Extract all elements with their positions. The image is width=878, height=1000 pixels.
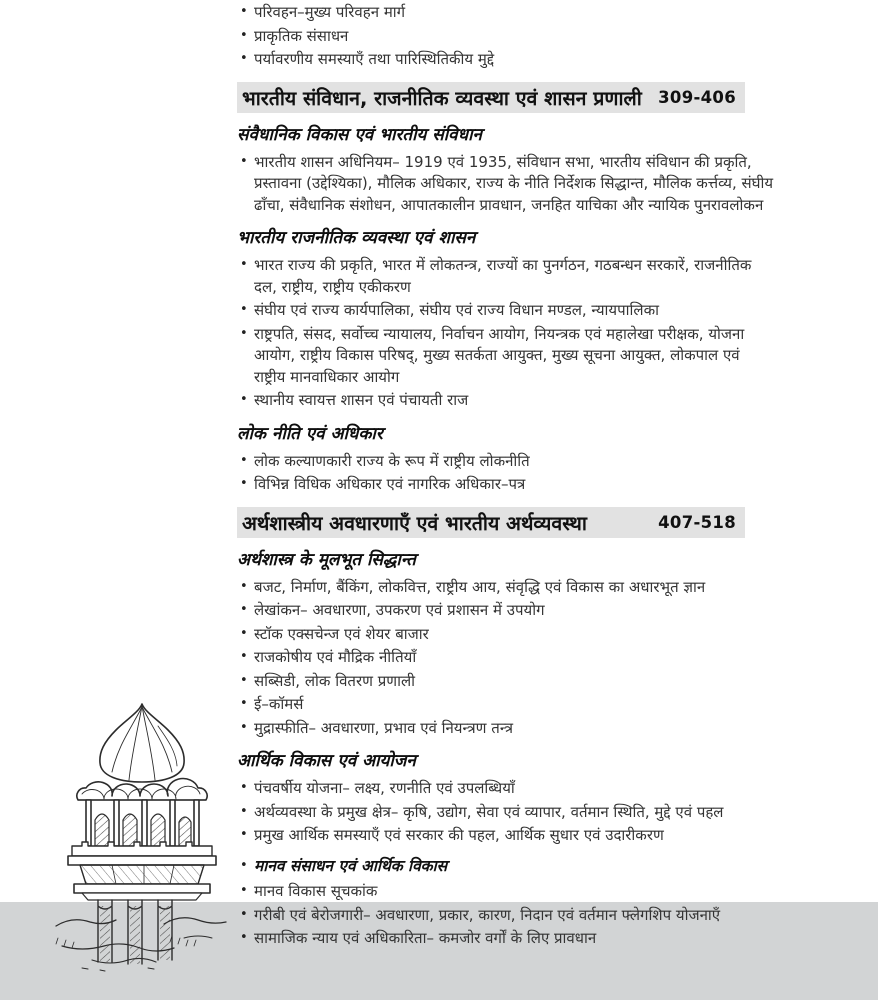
section-title: अर्थशास्त्रीय अवधारणाएँ एवं भारतीय अर्थव्यवस्था (242, 511, 587, 535)
toc-bullet-item (237, 647, 775, 669)
subsection-bullet-list (237, 152, 775, 217)
bullet-dot-icon: • (240, 302, 248, 317)
bullet-dot-icon: • (240, 578, 248, 594)
toc-bullet-text: राष्ट्रपति, संसद, सर्वोच्च न्यायालय, निर्वाचन आयोग, नियन्त्रक एवं महालेखा परीक्षक, योजना आयोग, राष्ट्रीय विकास परिषद्, मुख्य सतर्कता आयुक्त, मुख्य सूचना आयुक्त, लोकपाल एवं राष्ट्रीय मानवाधिकार आयोग (254, 324, 745, 386)
section-title: भारतीय संविधान, राजनीतिक व्यवस्था एवं शासन प्रणाली (242, 86, 642, 110)
section-page-range: 309-406 (658, 87, 736, 107)
toc-bullet-text: बजट, निर्माण, बैंकिंग, लोकवित्त, राष्ट्रीय आय, संवृद्धि एवं विकास का अधारभूत ज्ञान (254, 577, 706, 596)
bullet-dot-icon: • (240, 649, 248, 664)
subsection-bulleted-heading (237, 856, 775, 878)
bullet-dot-icon: • (240, 51, 248, 66)
bullet-dot-icon: • (240, 857, 248, 873)
toc-bullet-item (237, 390, 775, 412)
toc-bullet-text: गरीबी एवं बेरोजगारी– अवधारणा, प्रकार, कारण, निदान एवं वर्तमान फ्लेगशिप योजनाएँ (254, 905, 721, 924)
toc-bullet-item (237, 671, 775, 693)
bullet-dot-icon: • (240, 883, 248, 898)
toc-bullet-item (237, 474, 775, 496)
toc-bullet-item (237, 694, 775, 716)
bullet-dot-icon: • (240, 602, 248, 617)
bullet-dot-icon: • (240, 930, 248, 945)
toc-bullet-item (237, 802, 775, 824)
toc-bullet-item (237, 49, 775, 71)
subsection-heading: लोक नीति एवं अधिकार (237, 423, 383, 444)
bullet-dot-icon: • (240, 719, 248, 735)
top-bullet-list (237, 2, 775, 71)
toc-bullet-text: प्रमुख आर्थिक समस्याएँ एवं सरकार की पहल, आर्थिक सुधार एवं उदारीकरण (254, 826, 664, 844)
toc-bullet-item (237, 152, 775, 217)
toc-bullet-text: अर्थव्यवस्था के प्रमुख क्षेत्र– कृषि, उद्योग, सेवा एवं व्यापार, वर्तमान स्थिति, मुद्दे एवं पहल (254, 802, 724, 821)
bullet-dot-icon: • (240, 476, 248, 491)
toc-bullet-text: सामाजिक न्याय एवं अधिकारिता– कमजोर वर्गों के लिए प्रावधान (254, 929, 597, 947)
toc-bullet-item (237, 928, 775, 950)
toc-bullet-text: संघीय एवं राज्य कार्यपालिका, संघीय एवं राज्य विधान मण्डल, न्यायपालिका (254, 301, 659, 319)
tower-sketch-illustration (52, 700, 232, 972)
toc-bullet-item (237, 624, 775, 646)
toc-bullet-text: पर्यावरणीय समस्याएँ तथा पारिस्थितिकीय मुद्दे (254, 50, 495, 68)
toc-bullet-item (237, 451, 775, 473)
bullet-dot-icon: • (240, 27, 248, 43)
toc-bullet-text: मानव विकास सूचकांक (254, 882, 378, 900)
toc-bullet-item (237, 718, 775, 740)
bullet-dot-icon: • (240, 392, 248, 407)
bullet-dot-icon: • (240, 325, 248, 341)
toc-bullet-text: प्राकृतिक संसाधन (254, 26, 349, 45)
toc-bullet-item (237, 255, 775, 298)
toc-bullet-item (237, 778, 775, 800)
toc-bullet-text: मानव संसाधन एवं आर्थिक विकास (254, 856, 448, 875)
bullet-dot-icon: • (240, 906, 248, 922)
bullet-dot-icon: • (240, 672, 248, 688)
bullet-dot-icon: • (240, 4, 248, 19)
toc-bullet-text: राजकोषीय एवं मौद्रिक नीतियाँ (254, 648, 417, 666)
toc-bullet-item (237, 905, 775, 927)
subsection-bullet-list (237, 577, 775, 740)
bullet-dot-icon: • (240, 780, 248, 795)
sections-container (237, 82, 775, 950)
bullet-dot-icon: • (240, 257, 248, 272)
bullet-dot-icon: • (240, 696, 248, 711)
toc-content-column (237, 2, 775, 952)
toc-bullet-item (237, 2, 775, 24)
subsection-heading: अर्थशास्त्र के मूलभूत सिद्धान्त (237, 549, 416, 570)
toc-bullet-text: सब्सिडी, लोक वितरण प्रणाली (254, 671, 416, 690)
toc-bullet-item (237, 26, 775, 48)
subsection-bullet-list (237, 856, 775, 950)
toc-bullet-text: भारतीय शासन अधिनियम– 1919 एवं 1935, संविधान सभा, भारतीय संविधान की प्रकृति, प्रस्तावना (उद्देश्यिका), मौलिक अधिकार, राज्य के नीति निर्देशक सिद्धान्त, मौलिक कर्त्तव्य, संघीय ढाँचा, संवैधानिक संशोधन, आपातकालीन प्रावधान, जनहित याचिका और न्यायिक पुनरावलोकन (254, 152, 774, 214)
toc-bullet-text: विभिन्न विधिक अधिकार एवं नागरिक अधिकार–पत्र (254, 475, 526, 493)
section-page-range: 407-518 (658, 512, 736, 532)
subsection-heading: संवैधानिक विकास एवं भारतीय संविधान (237, 124, 482, 145)
bullet-dot-icon: • (240, 803, 248, 819)
toc-bullet-item (237, 300, 775, 322)
toc-bullet-text: स्थानीय स्वायत्त शासन एवं पंचायती राज (254, 391, 469, 409)
toc-bullet-text: ई–कॉमर्स (254, 695, 304, 713)
toc-bullet-item (237, 577, 775, 599)
bullet-dot-icon: • (240, 827, 248, 842)
subsection-bullet-list (237, 255, 775, 412)
section-header-bar (237, 507, 745, 538)
bullet-dot-icon: • (240, 625, 248, 641)
toc-bullet-text: परिवहन–मुख्य परिवहन मार्ग (254, 3, 406, 21)
bullet-dot-icon: • (240, 452, 248, 468)
toc-bullet-text: स्टॉक एक्सचेन्ज एवं शेयर बाजार (254, 624, 429, 643)
toc-bullet-text: मुद्रास्फीति– अवधारणा, प्रभाव एवं नियन्त्रण तन्त्र (254, 718, 513, 737)
toc-bullet-item (237, 881, 775, 903)
section-header-bar (237, 82, 745, 113)
bullet-dot-icon: • (240, 153, 248, 169)
toc-bullet-text: पंचवर्षीय योजना– लक्ष्य, रणनीति एवं उपलब्धियाँ (254, 779, 515, 797)
subsection-bullet-list (237, 778, 775, 847)
subsection-heading: आर्थिक विकास एवं आयोजन (237, 751, 416, 771)
toc-bullet-text: भारत राज्य की प्रकृति, भारत में लोकतन्त्र, राज्यों का पुनर्गठन, गठबन्धन सरकारें, राजनीतिक दल, राष्ट्रीय, राष्ट्रीय एकीकरण (254, 256, 752, 296)
toc-bullet-item (237, 825, 775, 847)
subsection-heading: भारतीय राजनीतिक व्यवस्था एवं शासन (237, 228, 476, 248)
toc-bullet-item (237, 600, 775, 622)
toc-bullet-item (237, 324, 775, 389)
subsection-bullet-list (237, 451, 775, 496)
toc-bullet-text: लेखांकन– अवधारणा, उपकरण एवं प्रशासन में उपयोग (254, 601, 545, 619)
toc-bullet-text: लोक कल्याणकारी राज्य के रूप में राष्ट्रीय लोकनीति (254, 451, 530, 470)
